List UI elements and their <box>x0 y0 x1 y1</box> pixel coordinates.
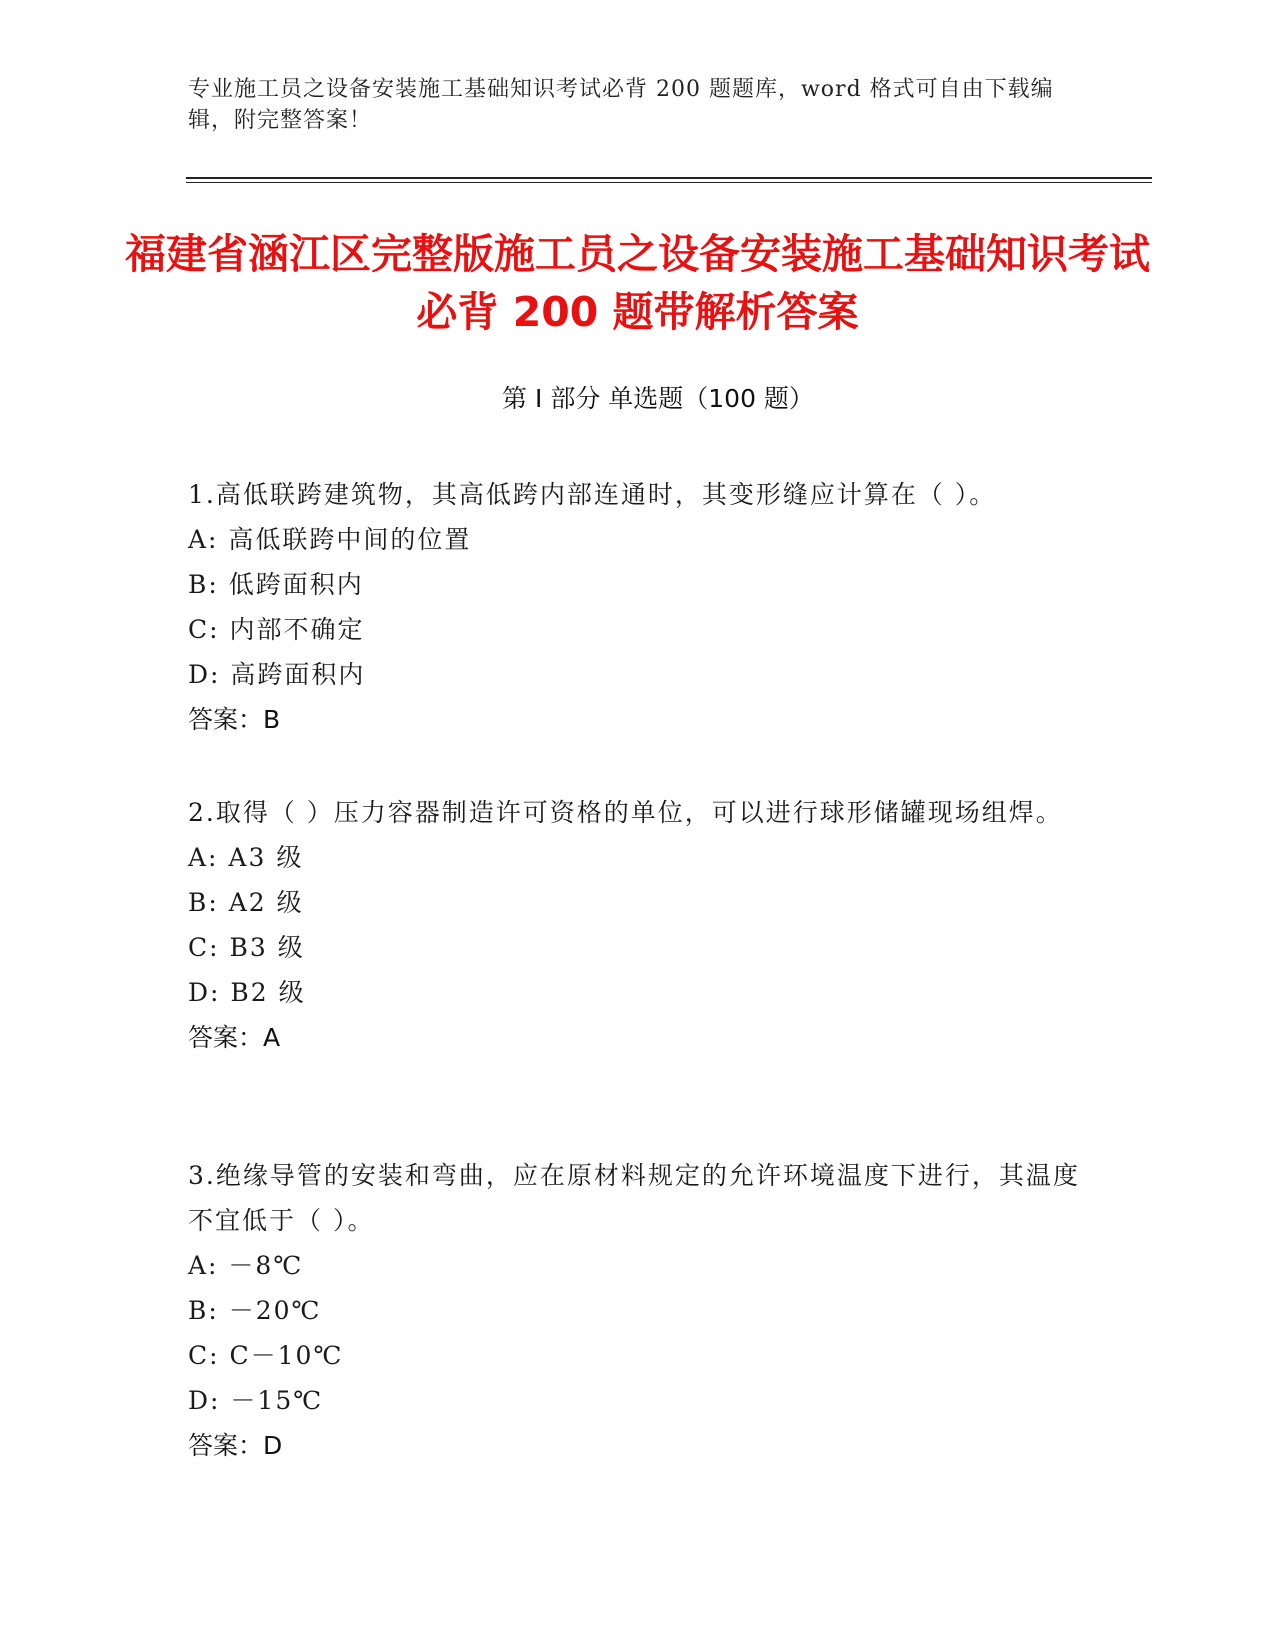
option-a: A: A3 级 <box>188 843 304 872</box>
question-stem: 1.高低联跨建筑物，其高低跨内部连通时，其变形缝应计算在（ ）。 <box>188 480 997 509</box>
option-c: C: 内部不确定 <box>188 615 365 644</box>
section-title: 第 I 部分 单选题（100 题） <box>502 384 814 413</box>
question-2 <box>188 790 1088 1060</box>
header-divider-thin <box>186 182 1152 183</box>
option-b: B: 低跨面积内 <box>188 570 364 599</box>
header-divider-thick <box>186 177 1152 179</box>
question-stem: 2.取得（ ）压力容器制造许可资格的单位，可以进行球形储罐现场组焊。 <box>188 798 1063 827</box>
question-stem: 3.绝缘导管的安装和弯曲，应在原材料规定的允许环境温度下进行，其温度不宜低于（ ）。 <box>188 1161 1080 1235</box>
option-d: D: B2 级 <box>188 978 306 1007</box>
header-note: 专业施工员之设备安装施工基础知识考试必背 200 题题库，word 格式可自由下载编辑，附完整答案！ <box>188 77 1054 133</box>
document-title: 福建省涵江区完整版施工员之设备安装施工基础知识考试必背 200 题带解析答案 <box>125 230 1150 336</box>
option-c: C: B3 级 <box>188 933 305 962</box>
option-a: A: 高低联跨中间的位置 <box>188 525 472 554</box>
option-a: A: －8℃ <box>188 1251 304 1280</box>
option-d: D: －15℃ <box>188 1386 324 1415</box>
option-d: D: 高跨面积内 <box>188 660 366 689</box>
option-b: B: A2 级 <box>188 888 304 917</box>
answer: 答案：A <box>188 1023 281 1052</box>
question-1 <box>188 472 1088 742</box>
question-3 <box>188 1153 1088 1468</box>
answer: 答案：B <box>188 705 281 734</box>
answer: 答案：D <box>188 1431 283 1460</box>
option-b: B: －20℃ <box>188 1296 322 1325</box>
option-c: C: C－10℃ <box>188 1341 344 1370</box>
